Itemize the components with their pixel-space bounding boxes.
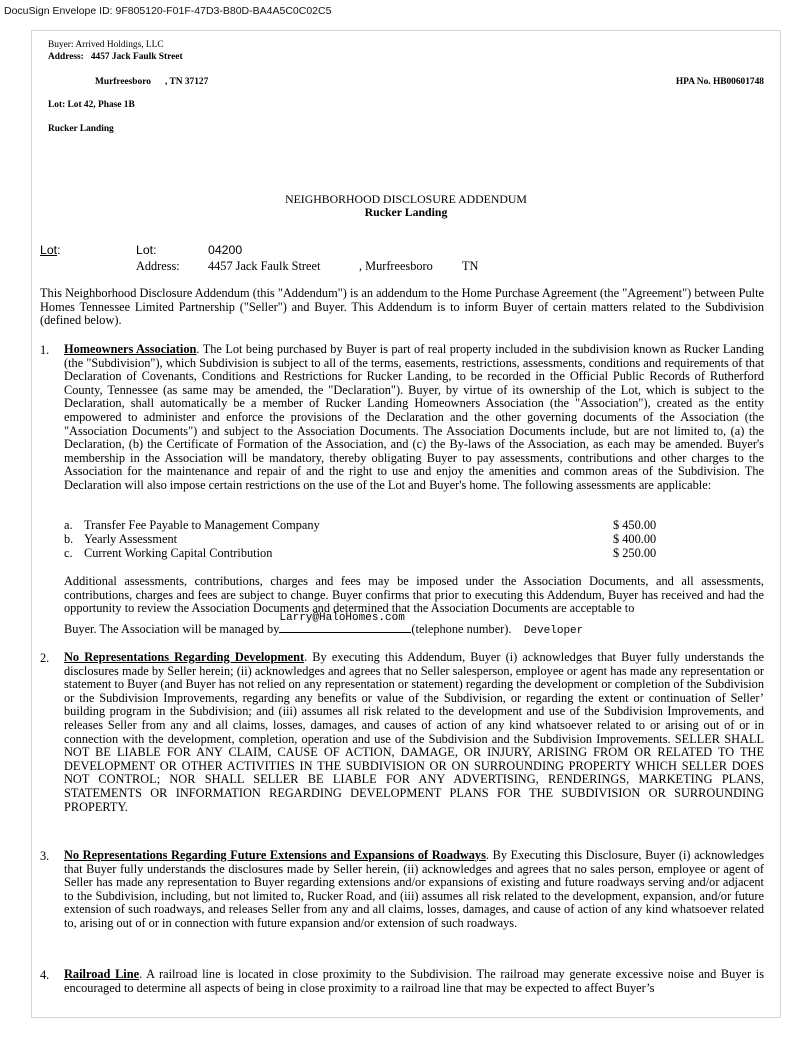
section-2-paragraph [64, 651, 764, 814]
section-1-additional: Additional assessments, contributions, charges and fees may be imposed under the Association Documents, and all assessments, contributions, charges and fees are subject to change. Buyer confirms that prior to executing this Addendum, Buyer has received and had the opportunity to review the Association Documents and determined that the Association Documents are acceptable to [64, 574, 764, 616]
fee-amount-c: $ 250.00 [613, 546, 657, 560]
buyer-name: Buyer: Arrived Holdings, LLC [48, 40, 164, 50]
header-city [95, 77, 208, 87]
state-zip-value: , TN 37127 [164, 77, 209, 87]
management-contact-value: Larry@HaloHomes.com [279, 612, 405, 624]
lot-heading-text: Lot [40, 243, 58, 257]
managed-prefix: Buyer. The Association will be managed by [64, 622, 280, 636]
managed-suffix: (telephone number). [411, 622, 512, 636]
section-3-number: 3. [40, 849, 50, 863]
section-3-heading: No Representations Regarding Future Extensions and Expansions of Roadways [64, 848, 486, 862]
fee-amount-b: $ 400.00 [613, 532, 657, 546]
docusign-envelope-id: DocuSign Envelope ID: 9F805120-F01F-47D3-B80D-BA4A5C0C02C5 [4, 5, 332, 17]
fee-letter-b: b. [64, 532, 74, 546]
address-label: Address: [48, 52, 84, 62]
lot-heading-colon: : [57, 243, 61, 257]
lot-label: Lot: [136, 243, 157, 257]
section-4-text: . A railroad line is located in close proximity to the Subdivision. The railroad may generate excessive noise and Buyer is encouraged to determine all aspects of being in close proximity to a railroad line that may be expected to affect Buyer’s [64, 967, 764, 995]
header-address [48, 52, 183, 62]
section-1-heading: Homeowners Association [64, 342, 197, 356]
section-4-paragraph [64, 968, 764, 995]
intro-paragraph: This Neighborhood Disclosure Addendum (this "Addendum") is an addendum to the Home Purchase Agreement (the "Agreement") between Pulte Homes Tennessee Limited Partnership ("Seller") and Buyer. This Addendum is to inform Buyer of certain matters related to the Subdivision (defined below). [40, 286, 764, 328]
section-3-paragraph [64, 849, 764, 931]
section-4-number: 4. [40, 968, 50, 982]
section-2-number: 2. [40, 651, 50, 665]
document-page [31, 30, 781, 1018]
document-subtitle: Rucker Landing [364, 205, 448, 219]
lot-heading [40, 243, 61, 257]
city-value: Murfreesboro [95, 77, 151, 87]
section-1-number: 1. [40, 343, 50, 357]
lot-street: 4457 Jack Faulk Street [208, 259, 321, 273]
section-1-paragraph [64, 343, 764, 493]
section-3-text: . By Executing this Disclosure, Buyer (i) acknowledges that Buyer fully understands the disclosures made by Seller herein, (ii) acknowledges and agrees that no sales person, employee or agent of Seller has made any representation to Buyer regarding extensions and/or expansions of existing and future roadways serving and/or adjacent to the Subdivision, including, but not limited to, Rucker Road, and (iii) assumes all risk related to the development, expansion, and/or future extension of such roadways, and releases Seller from any and all claims, losses, damages, and cause of action of any kind whatsoever related to, arising out of or in connection with future expansion and/or extension of such roadways. [64, 848, 765, 930]
section-2-heading: No Representations Regarding Development [64, 650, 305, 664]
management-contact-field[interactable] [279, 612, 411, 633]
section-4-heading: Railroad Line [64, 967, 140, 981]
hpa-number: HPA No. HB00601748 [675, 77, 764, 87]
section-1-text: . The Lot being purchased by Buyer is part of real property included in the subdivision known as Rucker Landing (the "Subdivision"), which Subdivision is subject to all of the terms, easements, restrictions, assessments, conditions and requirements of that Declaration of Covenants, Conditions and Restrictions for Rucker Landing, to be recorded in the Official Public Records of Rutherford County, Tennessee (as same may be amended, the "Declaration"). Buyer, by virtue of its ownership of the Lot, which is subject to the Declaration, shall automatically be a member of Rucker Landing Homeowners Association (the "Association"), created as the entity empowered to administer and enforce the provisions of the Declaration and the other governing documents of the Association (the "Association Documents") and subject to the Association Documents. The Association Documents include, but are not limited to, (a) the Declaration, (b) the Certificate of Formation of the Association, and (c) the By-laws of the Association, as each may be amended. Buyer's membership in the Association will be mandatory, thereby obligating Buyer to pay assessments, contributions and other charges to the Association for the maintenance and repair of and the right to use and enjoy the amenities and common areas of the Subdivision. The Declaration will also impose certain restrictions on the use of the Lot and Buyer's home. The following assessments are applicable: [64, 342, 764, 492]
fee-letter-a: a. [64, 518, 73, 532]
lot-address-label: Address: [136, 259, 180, 273]
lot-value: 04200 [208, 243, 243, 257]
fee-label-b: Yearly Assessment [84, 532, 178, 546]
header-subdivision: Rucker Landing [48, 124, 114, 134]
fee-label-a: Transfer Fee Payable to Management Company [84, 518, 320, 532]
header-lot: Lot: Lot 42, Phase 1B [48, 100, 135, 110]
fee-label-c: Current Working Capital Contribution [84, 546, 273, 560]
fee-letter-c: c. [64, 546, 73, 560]
section-2-text: . By executing this Addendum, Buyer (i) acknowledges that Buyer fully understands the disclosures made by Seller herein; (ii) acknowledges and agrees that no Seller salesperson, employee or agent has made any representation or statement to Buyer (and Buyer has not relied on any representation or statement) regarding the development or completion of the Subdivision or the Subdivision Improvements, regarding any benefits or value of the Subdivision, or regarding the extent or continuation of Seller’ building program in the Subdivision; and (iii) assumes all risk related to the development and use of the Subdivision Improvements, and releases Seller from any and all claims, losses, damages, and causes of action of any kind whatsoever related to or arising out of or in connection with the development, completion, operation and use of the Subdivision and the Subdivision Improvements. SELLER SHALL NOT BE LIABLE FOR ANY CLAIM, CAUSE OF ACTION, DAMAGE, OR INJURY, ARISING FROM OR RELATED TO THE DEVELOPMENT OR OTHER ACTIVITIES IN THE SUBDIVISION OR ON SURROUNDING PROPERTY WHICH SELLER DOES NOT CONTROL; NOR SHALL SELLER BE LIABLE FOR ANY ADVERTISING, RENDERINGS, MARKETING PLANS, STATEMENTS OR INFORMATION REGARDING DEVELOPMENT PLANS FOR THE SUBDIVISION OR SURROUNDING PROPERTY. [64, 650, 764, 814]
association-managed-line [64, 612, 584, 639]
document-title: NEIGHBORHOOD DISCLOSURE ADDENDUM [285, 192, 527, 206]
fee-amount-a: $ 450.00 [613, 518, 657, 532]
lot-city: , Murfreesboro [359, 259, 433, 273]
managed-by-value: Developer [523, 625, 584, 637]
address-value: 4457 Jack Faulk Street [90, 52, 183, 62]
lot-state: TN [462, 259, 479, 273]
